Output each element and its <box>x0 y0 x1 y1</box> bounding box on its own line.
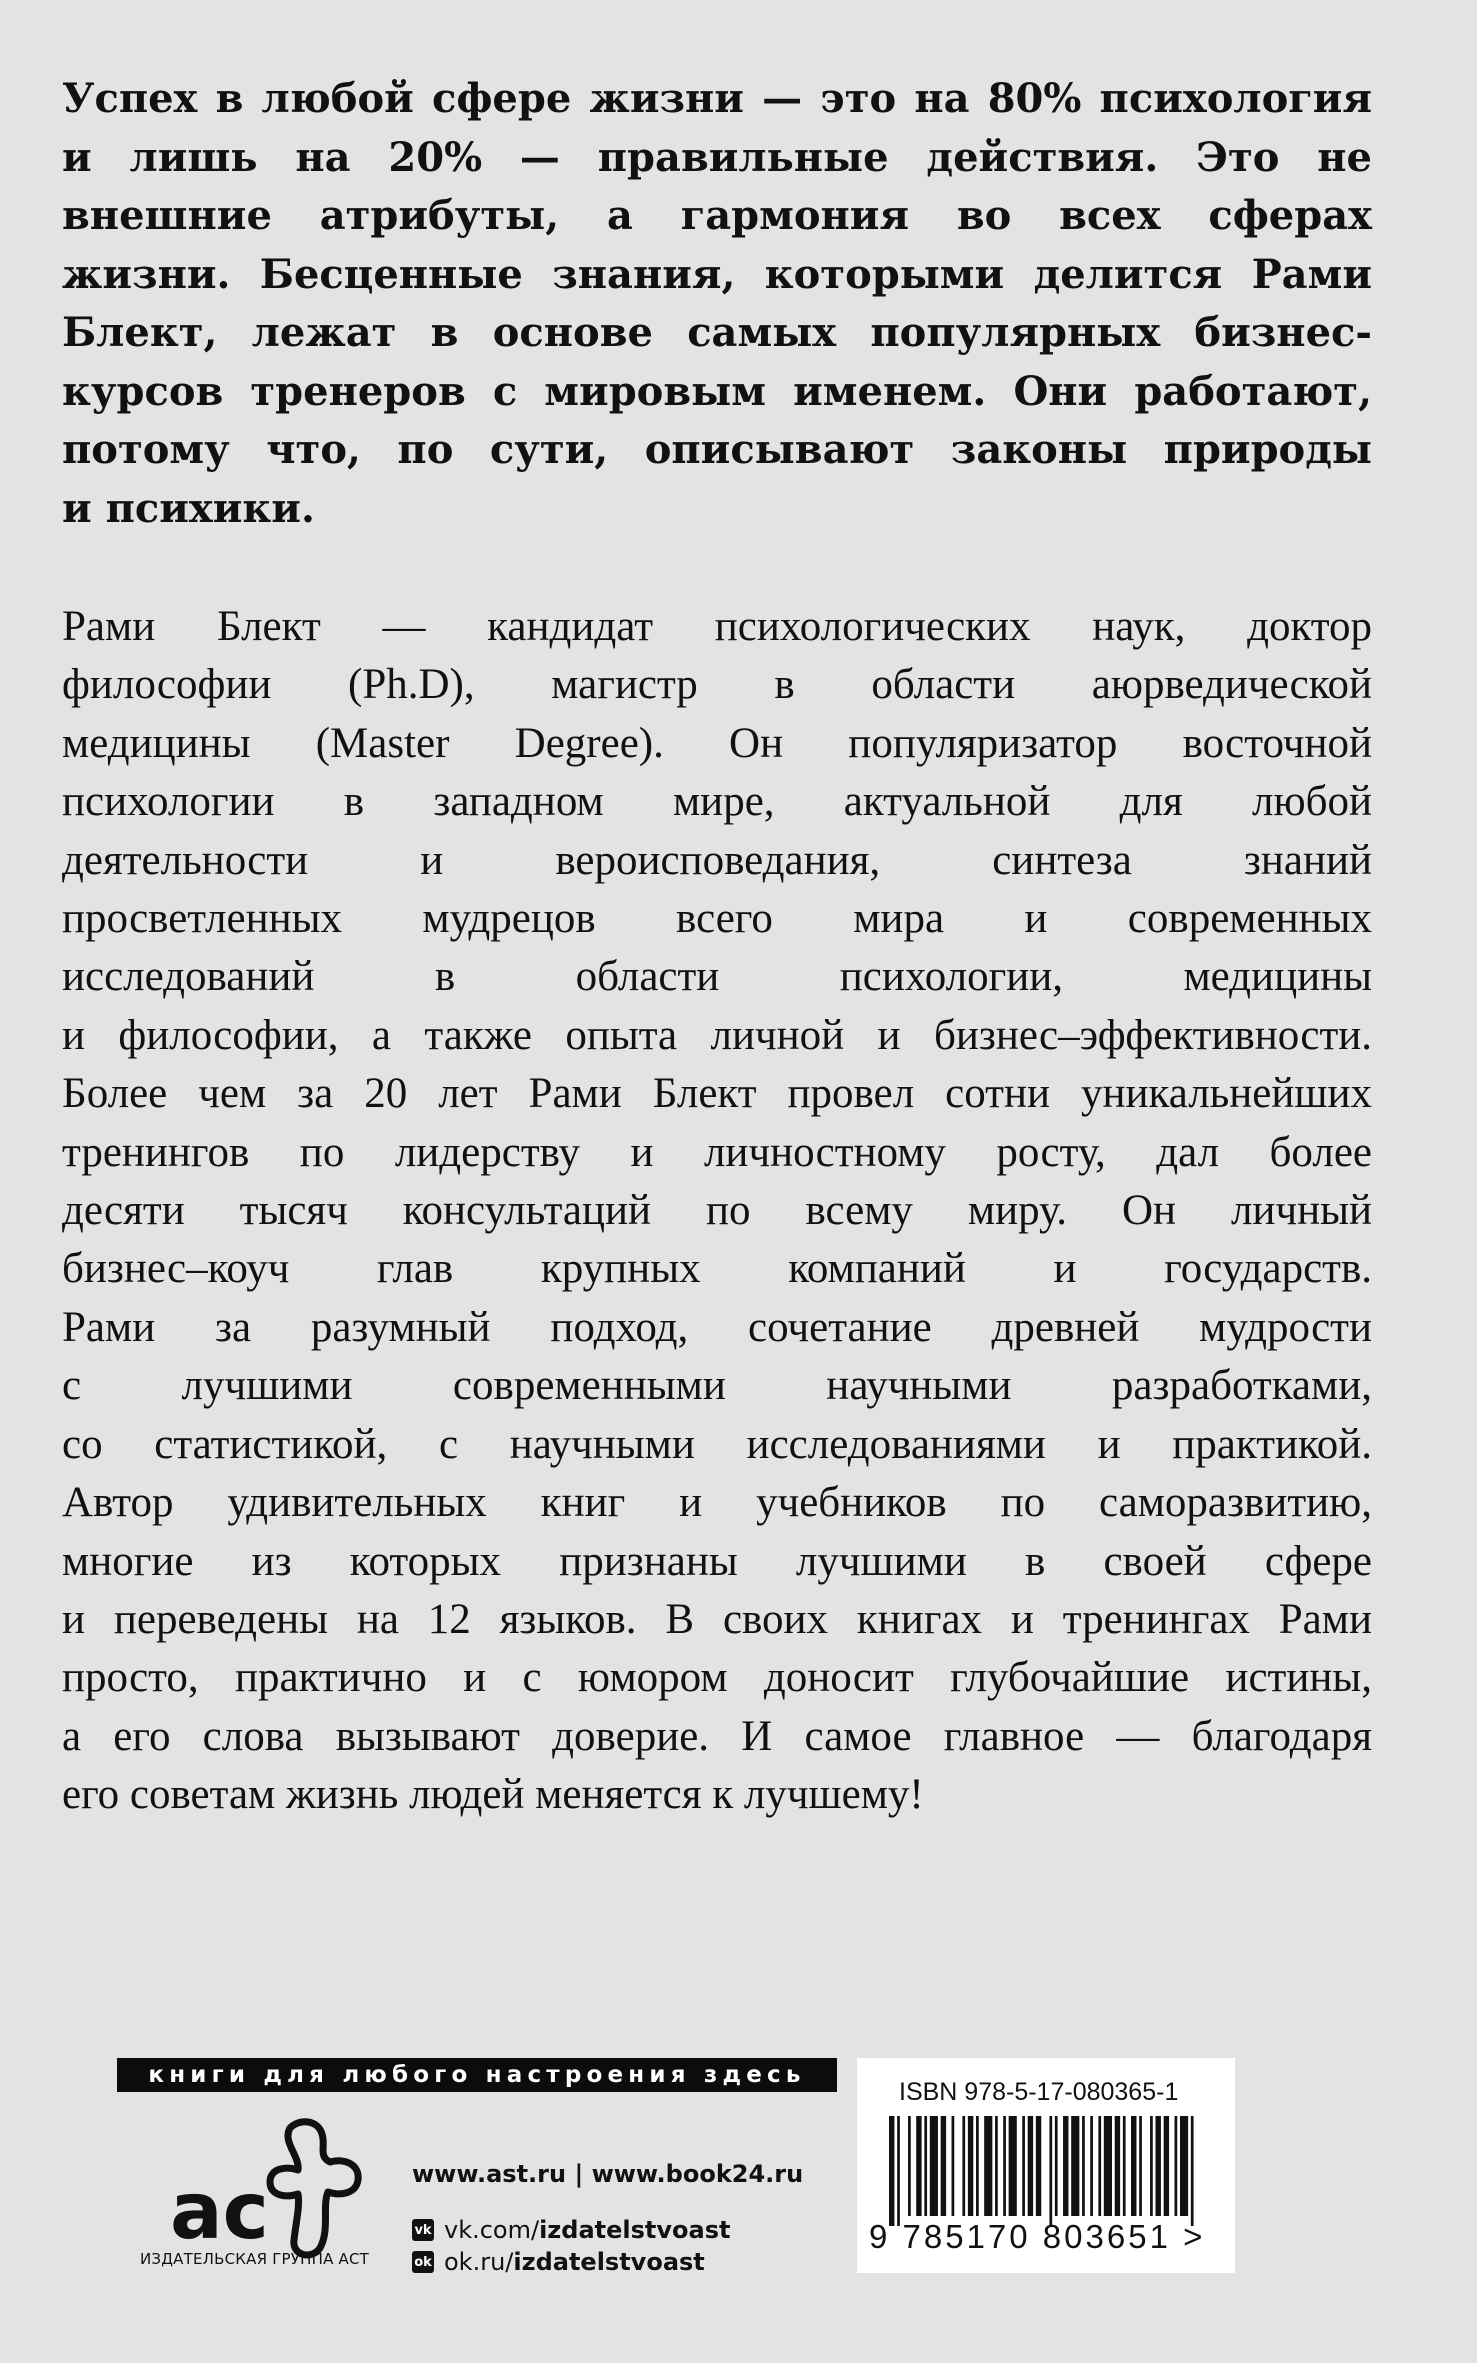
barcode-bar <box>984 2116 992 2216</box>
barcode-bar <box>1104 2116 1112 2216</box>
publisher-name: ИЗДАТЕЛЬСКАЯ ГРУППА АСТ <box>140 2250 370 2268</box>
bio-line: бизнес–коуч глав крупных компаний и государств. <box>62 1245 1372 1293</box>
bio-line: а его слова вызывают доверие. И самое главное — благодаря <box>62 1712 1372 1760</box>
barcode-bar <box>1164 2116 1169 2216</box>
barcode-bar <box>1090 2116 1093 2216</box>
social-handle: izdatelstvoast <box>513 2248 705 2276</box>
bio-line: Более чем за 20 лет Рами Блект провел сотни уникальнейших <box>62 1070 1372 1118</box>
lead-line: внешние атрибуты, а гармония во всех сферах <box>62 192 1372 239</box>
barcode-bar <box>1098 2116 1101 2216</box>
logo-figure-icon <box>270 2122 358 2255</box>
lead-line: Успех в любой сфере жизни — это на 80% психология <box>62 75 1372 122</box>
social-links <box>412 2214 803 2278</box>
barcode-bar <box>1063 2116 1068 2216</box>
ok-icon: ok <box>412 2251 434 2273</box>
lead-paragraph <box>62 70 1372 538</box>
barcode-icon <box>889 2116 1199 2226</box>
bio-line: Автор удивительных книг и учебников по саморазвитию, <box>62 1479 1372 1527</box>
lead-line: и лишь на 20% — правильные действия. Это не <box>62 133 1372 181</box>
barcode-bar <box>889 2116 894 2226</box>
lead-line: и психики. <box>62 484 315 532</box>
barcode-bar <box>952 2116 955 2216</box>
ast-logo <box>140 2110 380 2260</box>
bio-line: психологии в западном мире, актуальной для любой <box>62 778 1372 826</box>
barcode-bar <box>930 2116 938 2216</box>
barcode-bar <box>1180 2116 1188 2216</box>
barcode-bar <box>1049 2116 1052 2226</box>
tagline-text: книги для любого настроения здесь <box>148 2062 806 2088</box>
barcode-bar <box>1028 2116 1033 2216</box>
tagline-bar <box>117 2058 837 2092</box>
bio-line: медицины (Master Degree). Он популяризатор восточной <box>62 719 1372 767</box>
barcode-bar <box>976 2116 979 2216</box>
barcode-bar <box>924 2116 927 2216</box>
bio-line: Рами Блект — кандидат психологических наук, доктор <box>62 603 1372 650</box>
barcode-bar <box>941 2116 946 2216</box>
barcode-bar <box>1003 2116 1006 2216</box>
barcode-bar <box>995 2116 998 2216</box>
author-bio <box>62 598 1372 1825</box>
lead-line: курсов тренеров с мировым именем. Они работают, <box>62 367 1372 415</box>
website-links[interactable]: www.ast.ru | www.book24.ru <box>412 2160 804 2188</box>
social-prefix: vk.com/ <box>444 2216 540 2244</box>
bio-line: Рами за разумный подход, сочетание древней мудрости <box>62 1303 1372 1351</box>
barcode-bar <box>1022 2116 1025 2216</box>
barcode-bar <box>968 2116 973 2216</box>
bio-line: и переведены на 12 языков. В своих книгах и тренингах Рами <box>62 1595 1372 1643</box>
lead-line: жизни. Бесценные знания, которыми делится Рами <box>62 250 1372 298</box>
barcode-bar <box>1175 2116 1178 2216</box>
barcode-bar <box>1036 2116 1041 2216</box>
bio-line: многие из которых признаны лучшими в своей сфере <box>62 1537 1372 1585</box>
barcode-bar <box>1009 2116 1017 2216</box>
lead-line: Блект, лежат в основе самых популярных бизнес- <box>62 309 1372 356</box>
barcode-bar <box>1082 2116 1085 2216</box>
bio-line: деятельности и вероисповедания, синтеза знаний <box>62 836 1372 884</box>
bio-line: просветленных мудрецов всего мира и современных <box>62 895 1372 943</box>
bio-line: просто, практично и с юмором доносит глубочайшие истины, <box>62 1654 1372 1702</box>
bio-line: его советам жизнь людей меняется к лучшему! <box>62 1771 924 1819</box>
barcode-bar <box>1131 2116 1136 2216</box>
barcode-bar <box>1115 2116 1120 2216</box>
barcode-bar <box>1139 2116 1142 2216</box>
barcode-bar <box>1123 2116 1126 2216</box>
social-link-ok[interactable] <box>412 2246 803 2278</box>
barcode-bar <box>1150 2116 1153 2216</box>
barcode-digits: 9 785170 803651 > <box>869 2218 1206 2255</box>
bio-line: тренингов по лидерству и личностному росту, дал более <box>62 1128 1372 1176</box>
bio-line: философии (Ph.D), магистр в области аюрведической <box>62 661 1372 709</box>
barcode-bar <box>1155 2116 1160 2216</box>
barcode-bar <box>1071 2116 1079 2216</box>
bio-line: и философии, а также опыта личной и бизнес–эффективности. <box>62 1011 1372 1059</box>
bio-line: десяти тысяч консультаций по всему миру. Он личный <box>62 1187 1372 1235</box>
bio-line: исследований в области психологии, медицины <box>62 953 1372 1001</box>
barcode-bar <box>962 2116 965 2216</box>
logo-letters: ас <box>170 2167 269 2257</box>
isbn-number: ISBN 978-5-17-080365-1 <box>899 2078 1179 2106</box>
social-prefix: ok.ru/ <box>444 2248 514 2276</box>
barcode-bar <box>1191 2116 1194 2226</box>
barcode-bar <box>1055 2116 1058 2216</box>
barcode-bar <box>916 2116 921 2216</box>
publisher-links <box>412 2160 803 2278</box>
social-handle: izdatelstvoast <box>539 2216 731 2244</box>
isbn-block <box>857 2058 1235 2273</box>
barcode-bar <box>908 2116 911 2216</box>
lead-line: потому что, по сути, описывают законы природы <box>62 426 1372 473</box>
vk-icon: vk <box>412 2219 434 2241</box>
barcode-bar <box>897 2116 900 2226</box>
social-link-vk[interactable] <box>412 2214 803 2246</box>
bio-line: с лучшими современными научными разработками, <box>62 1362 1372 1410</box>
bio-line: со статистикой, с научными исследованиями и практикой. <box>62 1420 1372 1468</box>
